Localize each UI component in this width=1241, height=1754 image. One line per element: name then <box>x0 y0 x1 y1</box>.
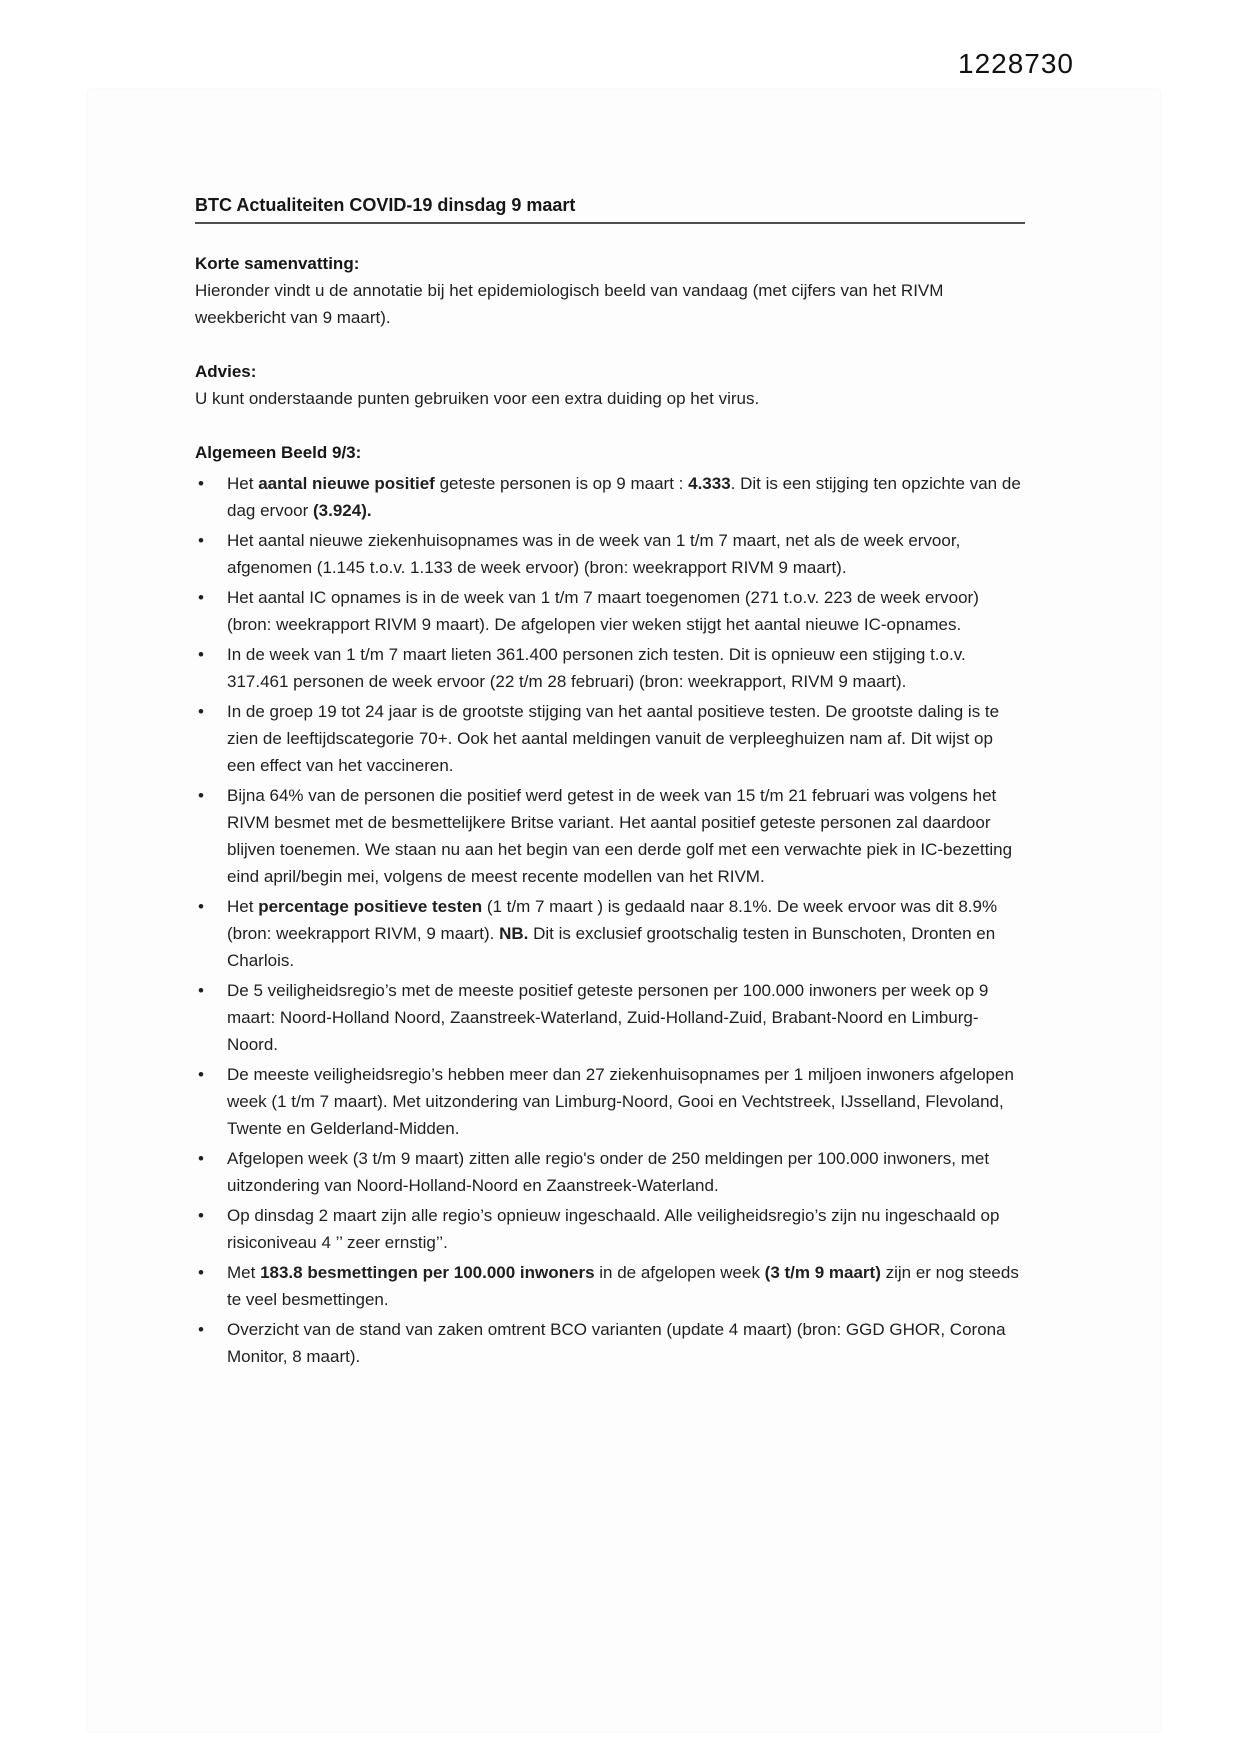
document-id-stamp: 1228730 <box>958 48 1075 79</box>
list-item: • De 5 veiligheidsregio’s met de meeste positief geteste personen per 100.000 inwoners per week op 9 maart: Noord-Holland Noord, Zaanstreek-Waterland, Zuid-Holland-Zuid, Brabant-Noord en Limburg-Noord. <box>195 977 1025 1058</box>
section-korte-samenvatting <box>195 250 1025 331</box>
korte-samenvatting-body: Hieronder vindt u de annotatie bij het epidemiologisch beeld van vandaag (met cijfers van het RIVM weekbericht van 9 maart). <box>195 281 944 327</box>
document-page <box>88 90 1160 1731</box>
list-item: • Het aantal IC opnames is in de week van 1 t/m 7 maart toegenomen (271 t.o.v. 223 de week ervoor) (bron: weekrapport RIVM 9 maart). De afgelopen vier weken stijgt het aantal nieuwe IC-opnames. <box>195 584 1025 638</box>
list-item: • Op dinsdag 2 maart zijn alle regio’s opnieuw ingeschaald. Alle veiligheidsregio’s zijn nu ingeschaald op risiconiveau 4 ’’ zeer ernstig’’. <box>195 1202 1025 1256</box>
list-item: • Overzicht van de stand van zaken omtrent BCO varianten (update 4 maart) (bron: GGD GHOR, Corona Monitor, 8 maart). <box>195 1316 1025 1370</box>
algemeen-beeld-heading: Algemeen Beeld 9/3: <box>195 443 362 462</box>
advies-body: U kunt onderstaande punten gebruiken voor een extra duiding op het virus. <box>195 389 760 408</box>
list-item: • Het percentage positieve testen (1 t/m 7 maart ) is gedaald naar 8.1%. De week ervoor was dit 8.9% (bron: weekrapport RIVM, 9 maart). NB. Dit is exclusief grootschalig testen in Bunschoten, Dronten en Charlois. <box>195 893 1025 974</box>
title-underline <box>195 222 1025 224</box>
document-title: BTC Actualiteiten COVID-19 dinsdag 9 maart <box>195 195 576 215</box>
list-item: • In de groep 19 tot 24 jaar is de grootste stijging van het aantal positieve testen. De grootste daling is te zien de leeftijdscategorie 70+. Ook het aantal meldingen vanuit de verpleeghuizen nam af. Dit wijst op een effect van het vaccineren. <box>195 698 1025 779</box>
list-item: • Het aantal nieuwe positief geteste personen is op 9 maart : 4.333. Dit is een stijging ten opzichte van de dag ervoor (3.924). <box>195 470 1025 524</box>
list-item: • De meeste veiligheidsregio’s hebben meer dan 27 ziekenhuisopnames per 1 miljoen inwoners afgelopen week (1 t/m 7 maart). Met uitzondering van Limburg-Noord, Gooi en Vechtstreek, IJsselland, Flevoland, Twente en Gelderland-Midden. <box>195 1061 1025 1142</box>
korte-samenvatting-heading: Korte samenvatting: <box>195 254 360 273</box>
advies-heading: Advies: <box>195 362 257 381</box>
list-item: • Het aantal nieuwe ziekenhuisopnames was in de week van 1 t/m 7 maart, net als de week ervoor, afgenomen (1.145 t.o.v. 1.133 de week ervoor) (bron: weekrapport RIVM 9 maart). <box>195 527 1025 581</box>
section-advies <box>195 358 1025 412</box>
list-item: • In de week van 1 t/m 7 maart lieten 361.400 personen zich testen. Dit is opnieuw een stijging t.o.v. 317.461 personen de week ervoor (22 t/m 28 februari) (bron: weekrapport, RIVM 9 maart). <box>195 641 1025 695</box>
document-content <box>88 90 1160 1370</box>
bullet-list <box>195 470 1025 1370</box>
section-algemeen-beeld <box>195 439 1025 1370</box>
list-item: • Met 183.8 besmettingen per 100.000 inwoners in de afgelopen week (3 t/m 9 maart) zijn er nog steeds te veel besmettingen. <box>195 1259 1025 1313</box>
list-item: • Afgelopen week (3 t/m 9 maart) zitten alle regio's onder de 250 meldingen per 100.000 inwoners, met uitzondering van Noord-Holland-Noord en Zaanstreek-Waterland. <box>195 1145 1025 1199</box>
list-item: • Bijna 64% van de personen die positief werd getest in de week van 15 t/m 21 februari was volgens het RIVM besmet met de besmettelijkere Britse variant. Het aantal positief geteste personen zal daardoor blijven toenemen. We staan nu aan het begin van een derde golf met een verwachte piek in IC-bezetting eind april/begin mei, volgens de meest recente modellen van het RIVM. <box>195 782 1025 890</box>
